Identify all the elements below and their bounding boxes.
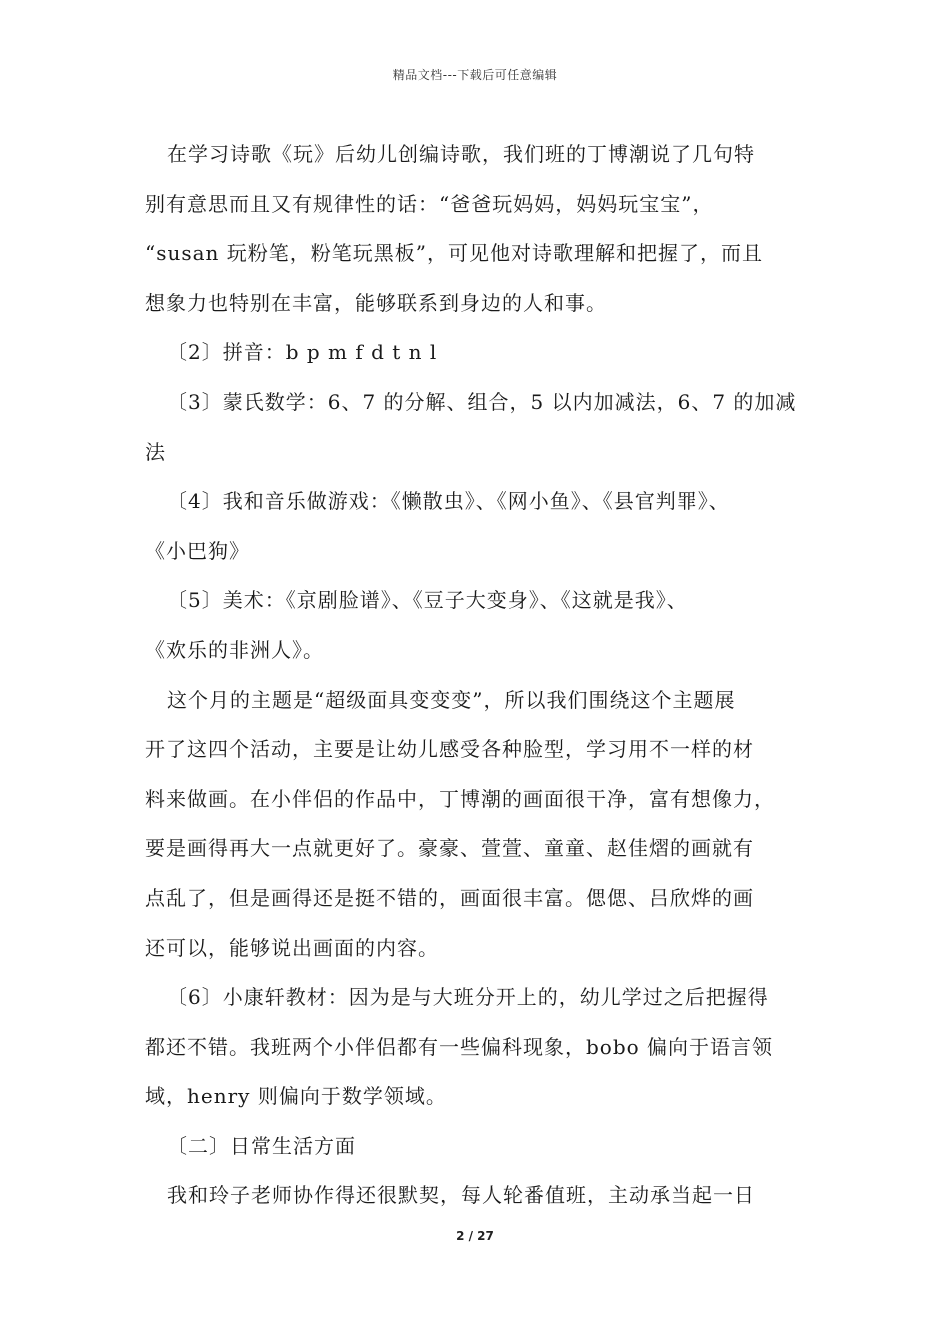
paragraph-line: 开了这四个活动，主要是让幼儿感受各种脸型，学习用不一样的材: [145, 737, 754, 762]
section-heading: 〔二〕日常生活方面: [167, 1133, 356, 1158]
paragraph-line: 〔4〕我和音乐做游戏：《懒散虫》、《网小鱼》、《县官判罪》、: [167, 489, 730, 514]
paragraph-line: 我和玲子老师协作得还很默契，每人轮番值班，主动承当起一日: [167, 1183, 755, 1208]
page-header: 精品文档---下载后可任意编辑: [392, 68, 558, 82]
paragraph-line: 都还不错。我班两个小伴侣都有一些偏科现象，bobo 偏向于语言领: [145, 1034, 774, 1059]
paragraph-line: 法: [145, 439, 166, 464]
paragraph-line: 域，henry 则偏向于数学领域。: [145, 1084, 447, 1109]
page-number: 2 / 27: [456, 1229, 494, 1243]
paragraph-line: 〔3〕蒙氏数学：6、7 的分解、组合，5 以内加减法，6、7 的加减: [167, 389, 797, 414]
paragraph-line: 料来做画。在小伴侣的作品中，丁博潮的画面很干净，富有想像力，: [145, 786, 775, 811]
paragraph-line: 点乱了，但是画得还是挺不错的，画面很丰富。偲偲、吕欣烨的画: [145, 885, 754, 910]
paragraph-line: 想象力也特别在丰富，能够联系到身边的人和事。: [145, 290, 607, 315]
paragraph-line: 〔5〕美术：《京剧脸谱》、《豆子大变身》、《这就是我》、: [167, 588, 688, 613]
paragraph-line: 别有意思而且又有规律性的话：“爸爸玩妈妈，妈妈玩宝宝”，: [145, 191, 714, 216]
document-body: [145, 130, 820, 1221]
paragraph-line: 《欢乐的非洲人》。: [145, 637, 324, 662]
paragraph-line: 要是画得再大一点就更好了。豪豪、萱萱、童童、赵佳熠的画就有: [145, 836, 754, 861]
paragraph-line: 还可以，能够说出画面的内容。: [145, 935, 439, 960]
paragraph-line: 〔6〕小康轩教材：因为是与大班分开上的，幼儿学过之后把握得: [167, 985, 769, 1010]
paragraph-line: “susan 玩粉笔，粉笔玩黑板”，可见他对诗歌理解和把握了，而且: [145, 241, 764, 266]
paragraph-line: 《小巴狗》: [145, 538, 250, 563]
paragraph-line: 〔2〕拼音：b p m f d t n l: [167, 340, 438, 365]
paragraph-line: 在学习诗歌《玩》后幼儿创编诗歌，我们班的丁博潮说了几句特: [167, 142, 755, 166]
paragraph-line: 这个月的主题是“超级面具变变变”，所以我们围绕这个主题展: [167, 687, 736, 712]
